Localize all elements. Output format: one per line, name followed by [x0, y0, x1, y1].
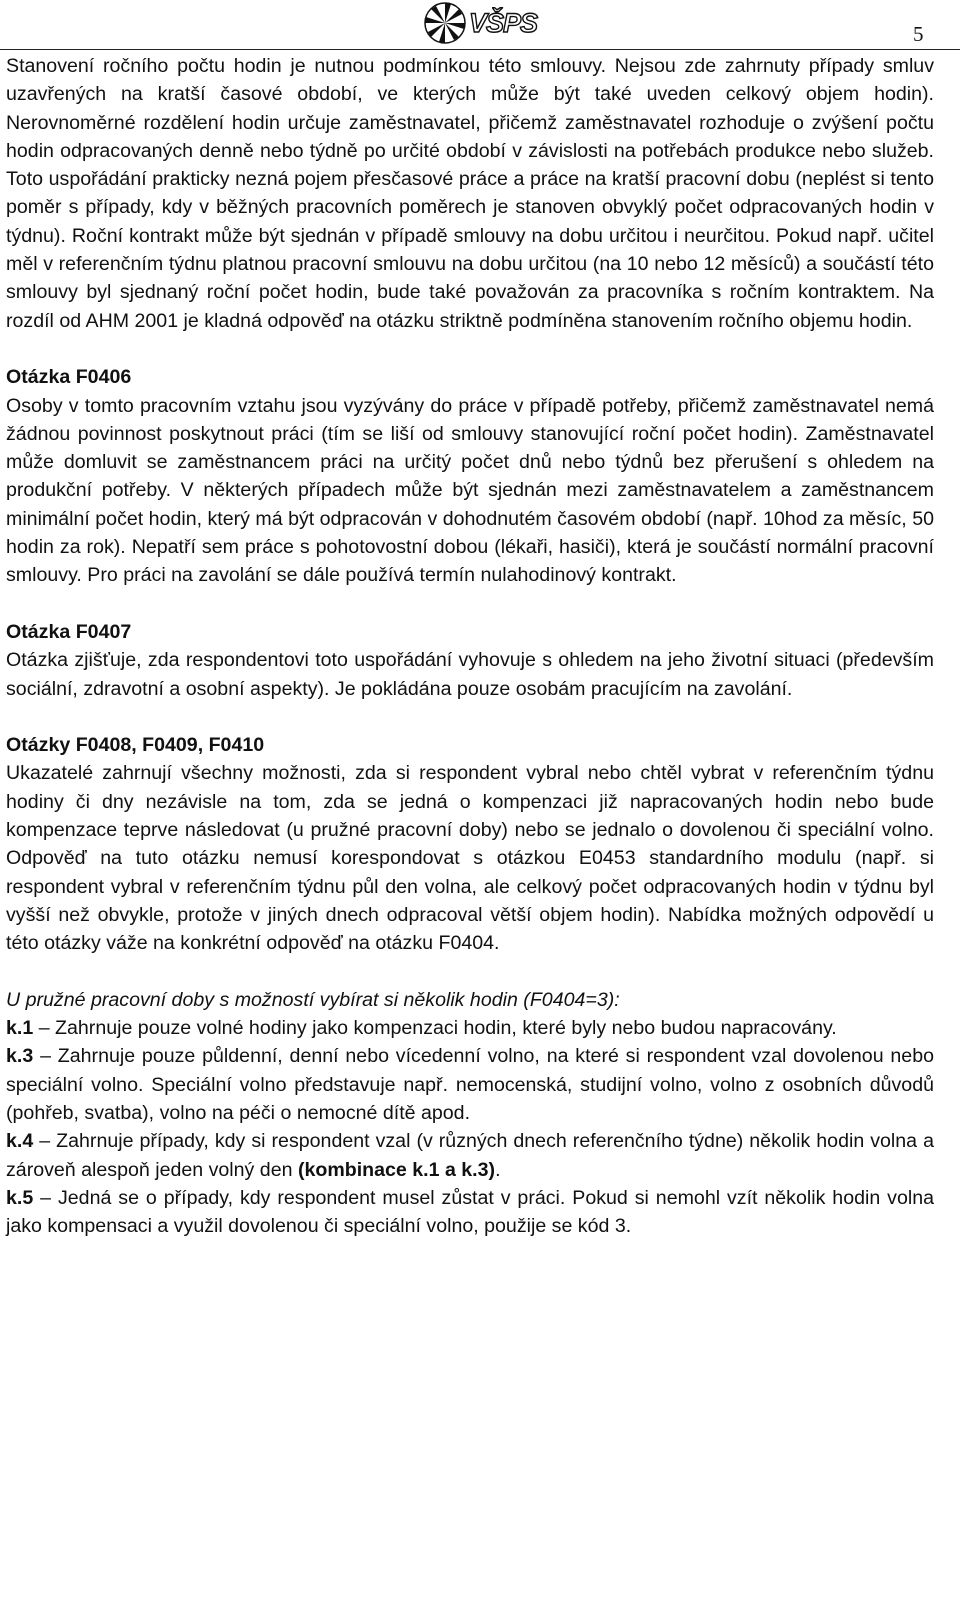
text-k4: – Zahrnuje případy, kdy si respondent vzal (v různých dnech referenčního týdne) několik hodin volna a zároveň alespoň jeden volný den — [6, 1130, 934, 1181]
paragraph-f0406: Osoby v tomto pracovním vztahu jsou vyzývány do práce v případě potřeby, přičemž zaměstnavatel nemá žádnou povinnost poskytnout práci (tím se liší od smlouvy stanovující roční počet hodin). Zaměstnavatel může domluvit se zaměstnancem práci na určitý počet dnů nebo týdnů bez přerušení s ohledem na produkční potřeby. V některých případech může být sjednán mezi zaměstnavatelem a zaměstnancem minimální počet hodin, který má být odpracován v dohodnutém časovém období (např. 10hod za měsíc, 50 hodin za rok). Nepatří sem práce s pohotovostní dobou (lékaři, hasiči), která je součástí normální pracovní smlouvy. Pro práci na zavolání se dále používá termín nulahodinový kontrakt. — [6, 394, 934, 587]
list-item-k4 — [6, 1127, 934, 1184]
code-k5: k.5 — [6, 1186, 34, 1209]
spacer — [6, 958, 934, 986]
header-rule — [0, 49, 960, 50]
heading-f0406: Otázka F0406 — [6, 366, 132, 389]
logo-text: VŠPS — [469, 7, 538, 38]
heading-f0408-f0410: Otázky F0408, F0409, F0410 — [6, 734, 265, 757]
spacer — [6, 335, 934, 363]
list-item-k3 — [6, 1042, 934, 1127]
text-k3: – Zahrnuje pouze půldenní, denní nebo vícedenní volno, na které si respondent vzal dovolenou nebo speciální volno. Speciální volno představuje např. nemocenská, studijní volno, volno z osobních důvodů (pohřeb, svatba), volno na péči o nemocné dítě apod. — [6, 1045, 934, 1124]
page-number: 5 — [913, 22, 924, 46]
paragraph-f0408-f0410: Ukazatelé zahrnují všechny možnosti, zda si respondent vybral nebo chtěl vybrat v referenčním týdnu hodiny či dny nezávisle na tom, zda se jedná o kompenzaci již napracovaných hodin nebo bude kompenzace teprve následovat (u pružné pracovní doby) nebo se jednalo o dovolenou či speciální volno. Odpověď na tuto otázku nemusí korespondovat s otázkou E0453 standardního modulu (např. si respondent vybral v referenčním týdnu půl den volna, ale celkový počet odpracovaných hodin v týdnu byl vyšší než obvykle, protože v jiných dnech odpracoval větší objem hodin). Nabídka možných odpovědí u této otázky váže na konkrétní odpověď na otázku F0404. — [6, 762, 934, 955]
flexi-heading: U pružné pracovní doby s možností vybírat si několik hodin (F0404=3): — [6, 988, 620, 1011]
code-k1: k.1 — [6, 1017, 34, 1040]
spacer — [6, 590, 934, 618]
bold-tail-k4: (kombinace k.1 a k.3) — [297, 1158, 496, 1181]
list-item-k5 — [6, 1184, 934, 1241]
code-k3: k.3 — [6, 1045, 34, 1068]
heading-f0407: Otázka F0407 — [6, 620, 132, 643]
list-item-k1 — [6, 1014, 934, 1042]
spacer — [6, 703, 934, 731]
code-k4: k.4 — [6, 1130, 34, 1153]
document-body — [6, 52, 934, 1240]
text-k5: – Jedná se o případy, kdy respondent musel zůstat v práci. Pokud si nemohl vzít několik hodin volna jako kompensaci a využil dovolenou či speciální volno, použije se kód 3. — [6, 1186, 934, 1238]
paragraph-f0407: Otázka zjišťuje, zda respondentovi toto uspořádání vyhovuje s ohledem na jeho životní situaci (především sociální, zdravotní a osobní aspekty). Je pokládána pouze osobám pracujícím na zavolání. — [6, 649, 934, 700]
vsps-logo — [423, 0, 537, 46]
intro-paragraph: Stanovení ročního počtu hodin je nutnou podmínkou této smlouvy. Nejsou zde zahrnuty případy smluv uzavřených na kratší časové období, ve kterých může být také uveden celkový objem hodin). Nerovnoměrné rozdělení hodin určuje zaměstnavatel, přičemž zaměstnavatel rozhoduje o zvýšení počtu hodin odpracovaných denně nebo týdně po určité období v závislosti na potřebách produkce nebo služeb. Toto uspořádání prakticky nezná pojem přesčasové práce a práce na kratší pracovní dobu (neplést si tento poměr s případy, kdy v běžných pracovních poměrech je stanoven obvyklý počet odpracovaných hodin v týdnu). Roční kontrakt může být sjednán v případě smlouvy na dobu určitou i neurčitou. Pokud např. učitel měl v referenčním týdnu platnou pracovní smlouvu na dobu určitou (na 10 nebo 12 měsíců) a součástí této smlouvy byl sjednaný roční počet hodin, bude také považován za pracovníka s ročním kontraktem. Na rozdíl od AHM 2001 je kladná odpověď na otázku striktně podmíněna stanovením ročního objemu hodin. — [6, 55, 934, 332]
text-k1: – Zahrnuje pouze volné hodiny jako kompenzaci hodin, které byly nebo budou napracovány. — [33, 1017, 837, 1040]
vsps-emblem-icon — [423, 1, 467, 45]
page-header — [0, 0, 960, 48]
tail-k4: . — [495, 1158, 501, 1181]
